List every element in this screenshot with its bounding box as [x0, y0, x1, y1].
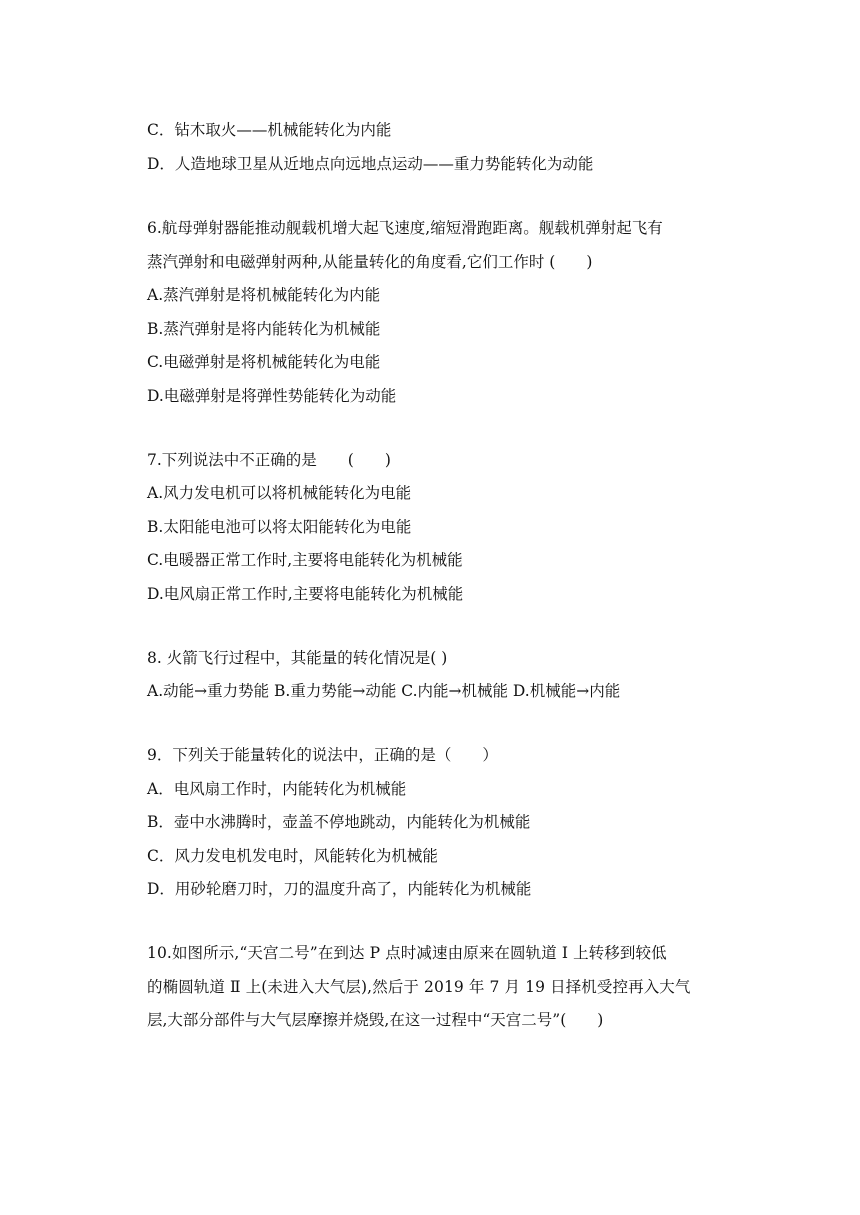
- q8-options: A.动能→重力势能 B.重力势能→动能 C.内能→机械能 D.机械能→内能: [147, 682, 621, 700]
- q10-stem-line1: 10.如图所示,“天宫二号”在到达 P 点时减速由原来在圆轨道 Ⅰ 上转移到较低: [147, 944, 667, 962]
- q7-option-c: C.电暖器正常工作时,主要将电能转化为机械能: [147, 551, 463, 569]
- q6-option-b: B.蒸汽弹射是将内能转化为机械能: [147, 320, 381, 338]
- q6-option-d: D.电磁弹射是将弹性势能转化为动能: [147, 387, 397, 405]
- q7-option-b: B.太阳能电池可以将太阳能转化为电能: [147, 518, 412, 536]
- q6-option-c: C.电磁弹射是将机械能转化为电能: [147, 353, 381, 371]
- q10-stem-line2: 的椭圆轨道 Ⅱ 上(未进入大气层),然后于 2019 年 7 月 19 日择机受控再入大气: [147, 978, 691, 996]
- q7-option-d: D.电风扇正常工作时,主要将电能转化为机械能: [147, 585, 464, 603]
- q6-option-a: A.蒸汽弹射是将机械能转化为内能: [147, 286, 381, 304]
- q7-stem: 7.下列说法中不正确的是 ( ): [147, 451, 391, 469]
- q5-option-d: D．人造地球卫星从近地点向远地点运动——重力势能转化为动能: [147, 155, 594, 173]
- q9-option-c: C．风力发电机发电时，风能转化为机械能: [147, 847, 438, 865]
- q9-stem: 9．下列关于能量转化的说法中，正确的是（ ）: [147, 746, 498, 764]
- q9-option-a: A．电风扇工作时，内能转化为机械能: [147, 780, 407, 798]
- q9-option-d: D．用砂轮磨刀时，刀的温度升高了，内能转化为机械能: [147, 880, 532, 898]
- q9-option-b: B．壶中水沸腾时，壶盖不停地跳动，内能转化为机械能: [147, 813, 531, 831]
- q6-stem-line1: 6.航母弹射器能推动舰载机增大起飞速度,缩短滑跑距离。舰载机弹射起飞有: [147, 219, 663, 237]
- q10-stem-line3: 层,大部分部件与大气层摩擦并烧毁,在这一过程中“天宫二号”( ): [147, 1011, 604, 1029]
- q8-stem: 8. 火箭飞行过程中，其能量的转化情况是( ): [147, 649, 448, 667]
- q5-option-c: C．钻木取火——机械能转化为内能: [147, 121, 392, 139]
- q6-stem-line2: 蒸汽弹射和电磁弹射两种,从能量转化的角度看,它们工作时 ( ): [147, 253, 593, 271]
- q7-option-a: A.风力发电机可以将机械能转化为电能: [147, 484, 412, 502]
